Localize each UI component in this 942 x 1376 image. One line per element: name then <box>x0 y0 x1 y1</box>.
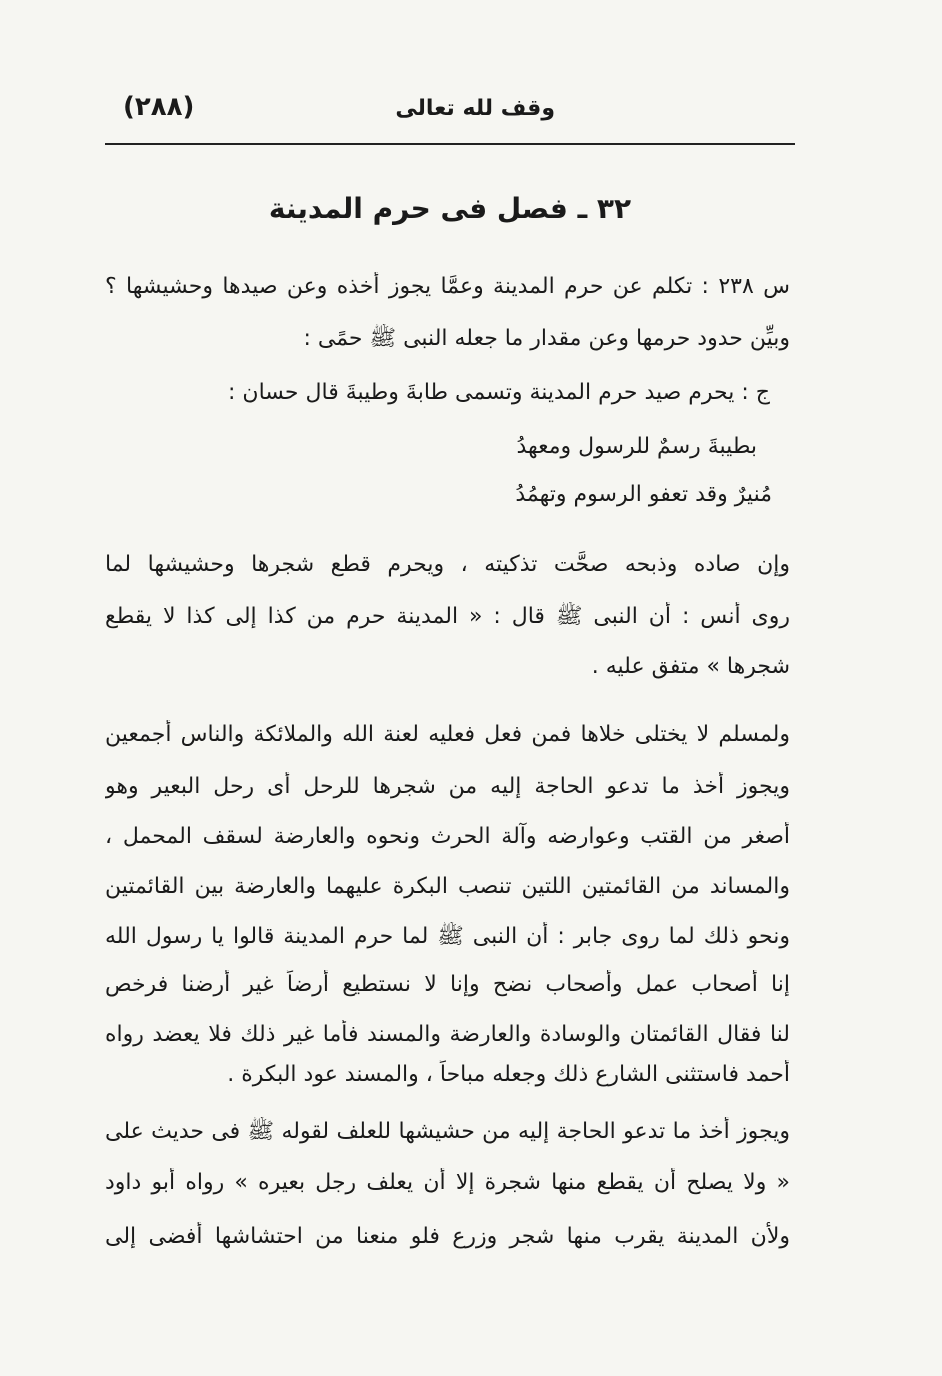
paragraph-line: ويجوز أخذ ما تدعو الحاجة إليه من حشيشها للعلف لقوله ﷺ فى حديث على <box>105 1119 790 1144</box>
paragraph-line: ولأن المدينة يقرب منها شجر وزرع فلو منعنا من احتشاشها أفضى إلى <box>105 1224 790 1249</box>
paragraph-line: روى أنس : أن النبى ﷺ قال : « المدينة حرم من كذا إلى كذا لا يقطع <box>105 604 790 629</box>
paragraph-line: شجرها » متفق عليه . <box>591 654 790 679</box>
page-header <box>105 92 795 142</box>
paragraph-line: ونحو ذلك لما روى جابر : أن النبى ﷺ لما حرم المدينة قالوا يا رسول الله <box>105 924 790 949</box>
paragraph-line: وإن صاده وذبحه صحَّت تذكيته ، ويحرم قطع شجرها وحشيشها لما <box>105 552 790 577</box>
page-number: (٢٨٨) <box>123 92 195 122</box>
paragraph-line: أحمد فاستثنى الشارع ذلك وجعله مباحاً ، والمسند عود البكرة . <box>227 1062 790 1087</box>
paragraph-line: ويجوز أخذ ما تدعو الحاجة إليه من شجرها للرحل أى رحل البعير وهو <box>105 774 790 799</box>
question-line: وبيِّن حدود حرمها وعن مقدار ما جعله النبى ﷺ حمًى : <box>303 326 790 351</box>
paragraph-line: ولمسلم لا يختلى خلاها فمن فعل فعليه لعنة الله والملائكة والناس أجمعين <box>105 722 790 747</box>
answer-intro: ج : يحرم صيد حرم المدينة وتسمى طابةَ وطيبةَ قال حسان : <box>228 380 770 405</box>
paragraph-line: « ولا يصلح أن يقطع منها شجرة إلا أن يعلف رجل بعيره » رواه أبو داود <box>105 1170 790 1195</box>
verse-first-hemistich: بطيبةَ رسمٌ للرسول ومعهدُ <box>516 434 757 459</box>
question-line: س ٢٣٨ : تكلم عن حرم المدينة وعمَّا يجوز أخذه وعن صيدها وحشيشها ؟ <box>105 274 790 299</box>
paragraph-line: والمساند من القائمتين اللتين تنصب البكرة عليهما والعارضة بين القائمتين <box>105 874 790 899</box>
paragraph-line: لنا فقال القائمتان والوسادة والعارضة والمسند فأما غير ذلك فلا يعضد رواه <box>105 1022 790 1047</box>
paragraph-line: إنا أصحاب عمل وأصحاب نضح وإنا لا نستطيع أرضاً غير أرضنا فرخص <box>105 972 790 997</box>
header-rule <box>105 143 795 145</box>
running-title: وقف لله تعالى <box>395 96 555 121</box>
verse-second-hemistich: مُنيرٌ وقد تعفو الرسوم وتهمُدُ <box>515 482 772 507</box>
paragraph-line: أصغر من القتب وعوارضه وآلة الحرث ونحوه والعارضة لسقف المحمل ، <box>105 824 790 849</box>
section-heading: ٣٢ ـ فصل فى حرم المدينة <box>268 192 632 225</box>
